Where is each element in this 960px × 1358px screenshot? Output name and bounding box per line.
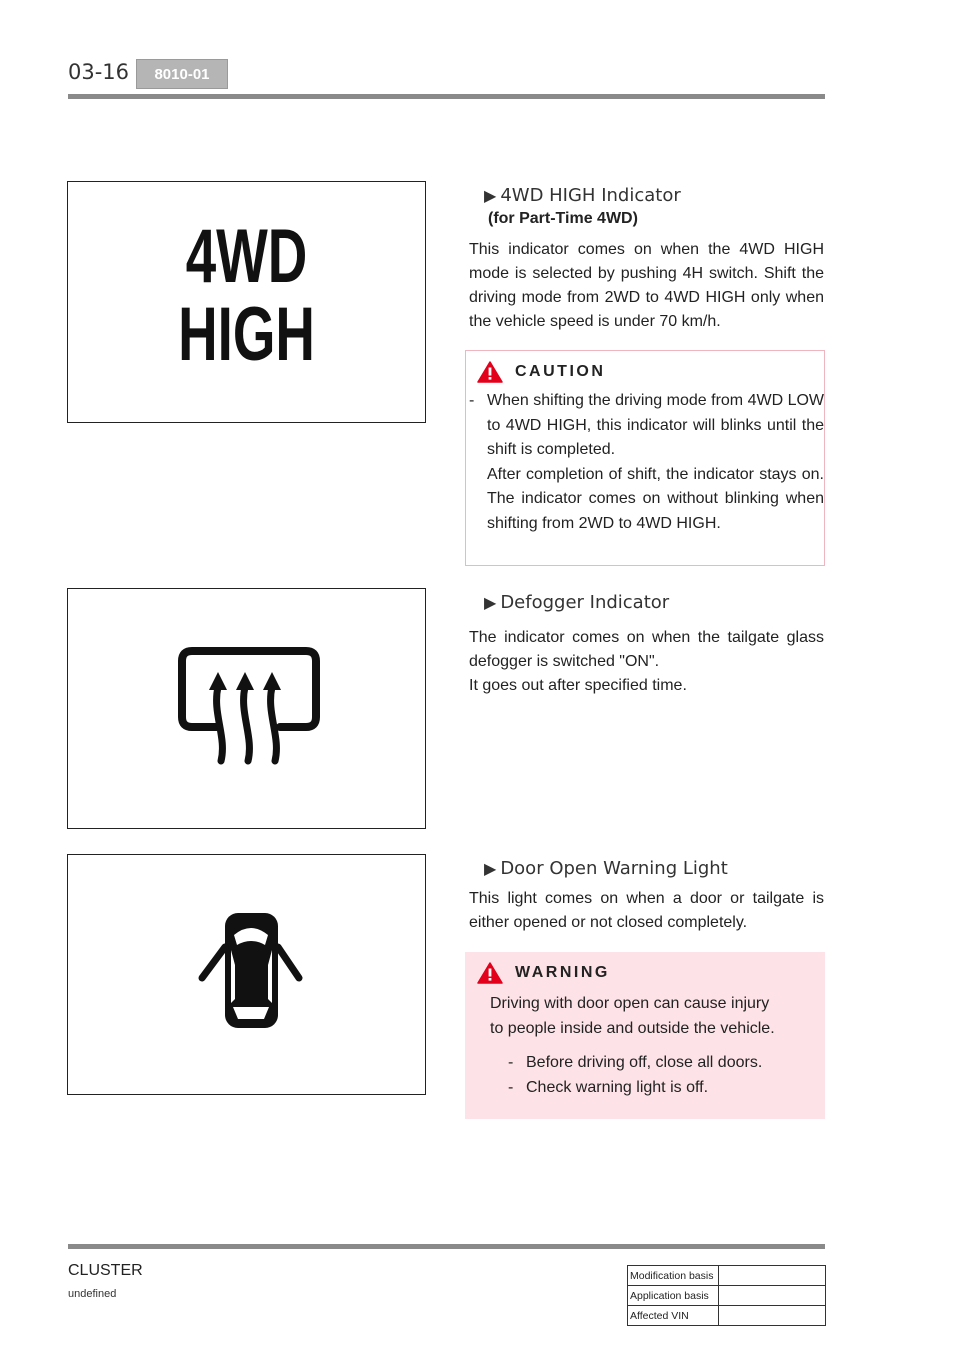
warning-list [508,1050,808,1100]
defogger-indicator-image [67,588,426,829]
revision-reference-table [627,1265,826,1326]
defogger-icon [68,589,424,827]
defogger-description: The indicator comes on when the tailgate glass defogger is switched "ON". It goes out after specified time. [469,629,824,694]
4wd-high-indicator-image [67,181,426,423]
triangle-right-icon: ▶ [484,186,497,205]
section-heading-defogger: ▶ Defogger Indicator [484,592,670,613]
door-open-description: This light comes on when a door or tailgate is either opened or not closed completely. [469,890,824,931]
table-row: Application basis [628,1286,826,1306]
caution-title: CAUTION [477,361,605,383]
footer-chapter-title: CLUSTER [68,1262,143,1279]
triangle-right-icon: ▶ [484,593,497,612]
caution-line-2: After completion of shift, the indicator stays on. The indicator comes on without blinking when shifting from 2WD to 4WD HIGH. [487,465,824,532]
section-subheading-part-time: (for Part-Time 4WD) [488,210,638,227]
warning-triangle-icon [477,962,503,984]
table-row: Affected VIN [628,1306,826,1326]
caution-line-1: When shifting the driving mode from 4WD LOW to 4WD HIGH, this indicator will blinks until the shift is completed. [487,392,825,458]
list-item: - Before driving off, close all doors. [508,1054,763,1071]
warning-title: WARNING [477,962,610,984]
high-symbol-text: HIGH [178,292,315,377]
section-heading-door-open: ▶ Door Open Warning Light [484,858,728,879]
footer-divider [68,1244,825,1249]
4wd-high-description: This indicator comes on when the 4WD HIGH mode is selected by pushing 4H switch. Shift the driving mode from 2WD to 4WD HIGH only when the vehicle speed is under 70 km/h. [469,241,824,330]
door-open-warning-image [67,854,426,1095]
4wd-symbol-text: 4WD [185,214,308,299]
caution-text: - When shifting the driving mode from 4WD LOW to 4WD HIGH, this indicator will blinks until the shift is completed. After completion of shift, the indicator stays on. The indicator comes on without blinking when shifting from 2WD to 4WD HIGH. [469,389,824,536]
triangle-right-icon: ▶ [484,859,497,878]
warning-triangle-icon [477,361,503,383]
warning-line-1: Driving with door open can cause injury [490,995,770,1012]
header-divider [68,94,825,99]
list-item: - Check warning light is off. [508,1079,709,1096]
page-number: 03-16 [68,60,130,84]
car-door-open-icon [68,855,424,1093]
table-row: Modification basis [628,1266,826,1286]
section-heading-4wd-high: ▶ 4WD HIGH Indicator [484,185,681,206]
section-code-badge: 8010-01 [136,59,228,89]
footer-subtitle: undefined [68,1288,117,1300]
warning-line-2: to people inside and outside the vehicle. [490,1019,775,1037]
warning-text [490,992,820,1041]
